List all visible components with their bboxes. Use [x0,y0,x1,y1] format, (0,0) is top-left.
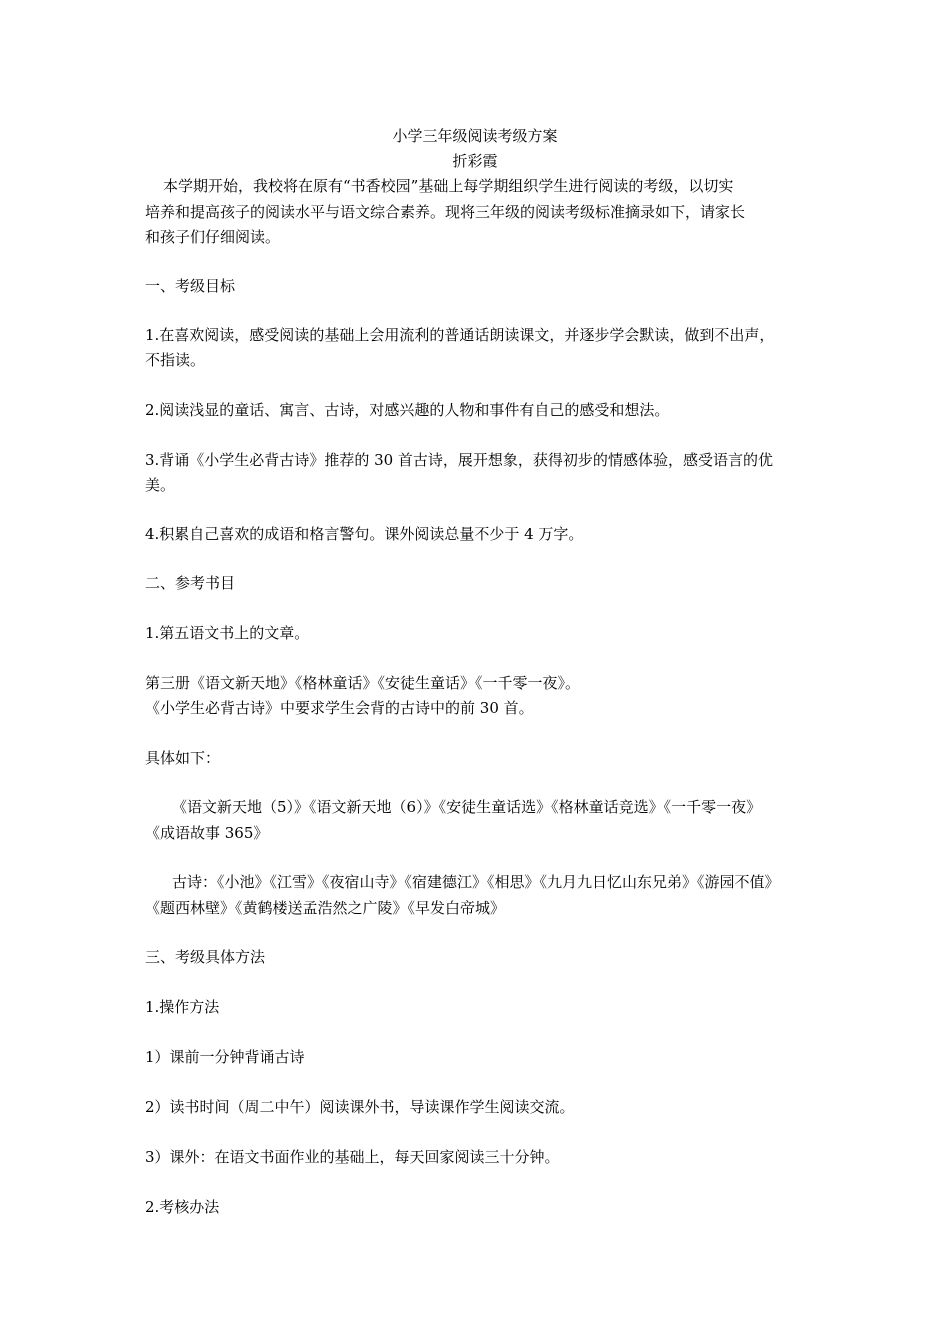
intro-line-1: 本学期开始，我校将在原有“书香校园”基础上每学期组织学生进行阅读的考级，以切实 [163,177,734,195]
method-step-2: 2）读书时间（周二中午）阅读课外书，导读课作学生阅读交流。 [145,1098,575,1116]
goal-2: 2.阅读浅显的童话、寓言、古诗，对感兴趣的人物和事件有自己的感受和想法。 [145,401,670,419]
books-line-2: 《小学生必背古诗》中要求学生会背的古诗中的前 30 首。 [145,699,534,717]
method-sub-2: 2.考核办法 [145,1198,220,1216]
method-step-3: 3）课外：在语文书面作业的基础上，每天回家阅读三十分钟。 [145,1148,560,1166]
goal-1-line-2: 不指读。 [145,351,206,369]
document-author: 折彩霞 [452,152,498,170]
goal-1-line-1: 1.在喜欢阅读，感受阅读的基础上会用流利的普通话朗读课文，并逐步学会默读，做到不出声， [145,326,775,344]
section2-heading: 二、参考书目 [145,574,236,592]
intro-line-2: 培养和提高孩子的阅读水平与语文综合素养。现将三年级的阅读考级标准摘录如下，请家长 [145,203,746,221]
books-detail-line-1: 《语文新天地（5）》《语文新天地（6）》《安徒生童话选》《格林童话竞选》《一千零一夜》 [172,798,762,816]
books-line-1: 第三册《语文新天地》《格林童话》《安徒生童话》《一千零一夜》。 [145,674,581,692]
method-sub-1: 1.操作方法 [145,998,220,1016]
books-detail-line-2: 《成语故事 365》 [145,824,269,842]
poems-line-2: 《题西林壁》《黄鹤楼送孟浩然之广陵》《早发白帝城》 [145,899,506,917]
booklist-item-1: 1.第五语文书上的文章。 [145,624,310,642]
document-title: 小学三年级阅读考级方案 [392,127,558,145]
goal-3-line-1: 3.背诵《小学生必背古诗》推荐的 30 首古诗，展开想象，获得初步的情感体验，感受语言的优 [145,451,773,469]
detail-label: 具体如下： [145,749,221,767]
section3-heading: 三、考级具体方法 [145,948,266,966]
method-step-1: 1）课前一分钟背诵古诗 [145,1048,305,1066]
poems-line-1: 古诗：《小池》《江雪》《夜宿山寺》《宿建德江》《相思》《九月九日忆山东兄弟》《游园不值》 [172,873,780,891]
goal-3-line-2: 美。 [145,476,176,494]
intro-line-3: 和孩子们仔细阅读。 [145,228,281,246]
section1-heading: 一、考级目标 [145,277,236,295]
goal-4: 4.积累自己喜欢的成语和格言警句。课外阅读总量不少于 4 万字。 [145,525,584,543]
